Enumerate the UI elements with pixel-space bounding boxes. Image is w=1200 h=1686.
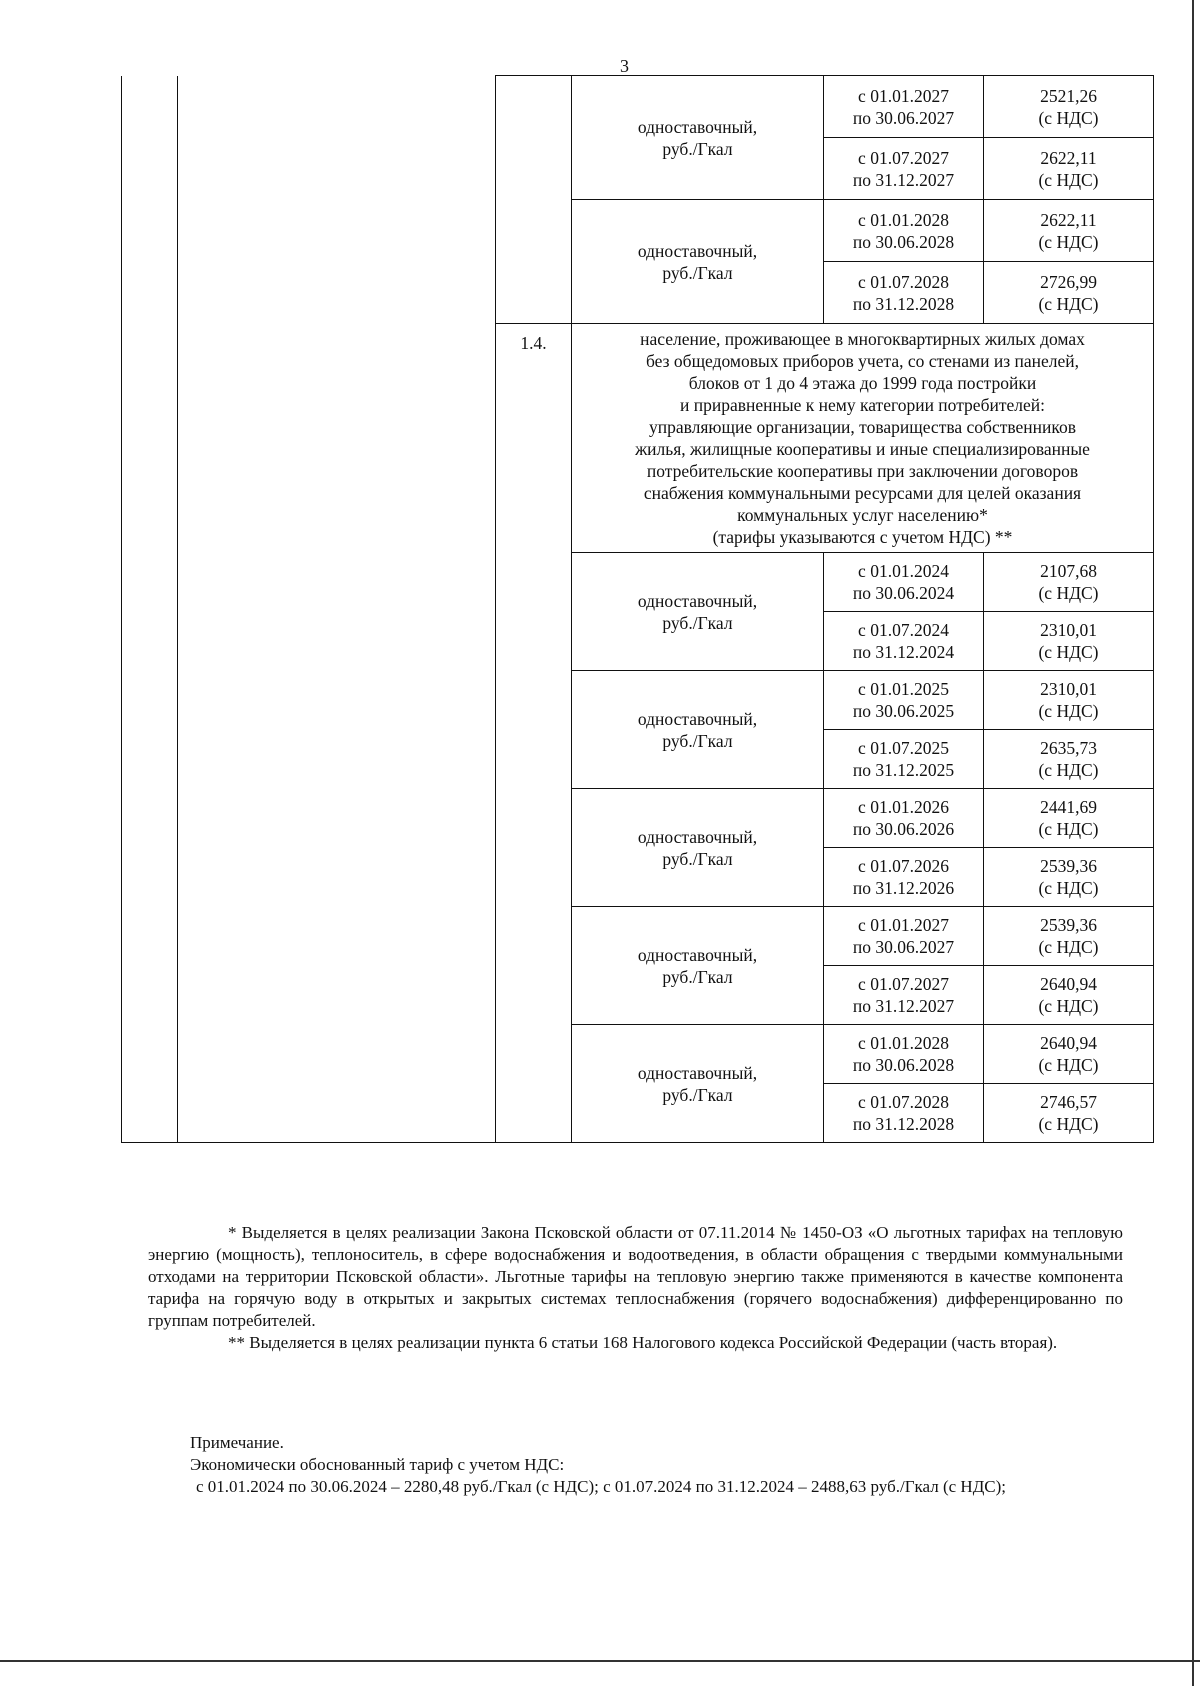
remark-title: Примечание. xyxy=(190,1433,284,1452)
cell-line: (с НДС) xyxy=(1038,819,1099,839)
tariff-value-cell xyxy=(984,730,1154,789)
cell-line: по 31.12.2027 xyxy=(852,996,955,1016)
cell-line: по 30.06.2026 xyxy=(852,819,955,839)
group-number: 1.4. xyxy=(496,324,572,1143)
tariff-kind-cell xyxy=(572,553,824,671)
cell-line: руб./Гкал xyxy=(662,612,733,633)
cell-line: 2640,94 xyxy=(1040,974,1097,994)
period-cell xyxy=(824,671,984,730)
cell-line: с 01.01.2027 xyxy=(858,85,949,106)
cell-line: одноставочный, xyxy=(637,590,758,611)
empty-col-2 xyxy=(178,76,496,1143)
cell-line: (тарифы указываются с учетом НДС) ** xyxy=(712,527,1013,547)
cell-line: блоков от 1 до 4 этажа до 1999 года постройки xyxy=(688,373,1037,393)
cell-line: (с НДС) xyxy=(1038,107,1099,128)
footnote-law: * Выделяется в целях реализации Закона Псковской области от 07.11.2014 № 1450-ОЗ «О льготных тарифах на тепловую энергию (мощность), теплоноситель, в сфере водоснабжения и водоотведения, в области обращения с твердыми коммунальными отходами на территории Псковской области». Льготные тарифы на тепловую энергию также применяются в качестве компонента тарифа на горячую воду в открытых и закрытых системах теплоснабжения (горячего водоснабжения) дифференцированно по группам потребителей. xyxy=(148,1223,1123,1330)
tariff-kind-cell xyxy=(572,200,824,324)
tariff-value-cell xyxy=(984,671,1154,730)
cell-line: управляющие организации, товарищества собственников xyxy=(648,417,1077,437)
cell-line: снабжения коммунальными ресурсами для целей оказания xyxy=(643,483,1082,503)
cell-line: (с НДС) xyxy=(1038,583,1099,603)
cell-line: 2521,26 xyxy=(1040,85,1097,106)
cell-line: 2310,01 xyxy=(1040,620,1097,640)
cell-line: потребительские кооперативы при заключении договоров xyxy=(646,461,1079,481)
cell-line: (с НДС) xyxy=(1038,937,1099,957)
period-cell xyxy=(824,730,984,789)
cell-line: по 30.06.2028 xyxy=(852,231,955,252)
cell-line: коммунальных услуг населению* xyxy=(737,505,988,525)
cell-line: 2107,68 xyxy=(1040,561,1097,581)
tariff-value-cell xyxy=(984,1084,1154,1143)
cell-line: с 01.01.2024 xyxy=(858,561,949,581)
cell-line: (с НДС) xyxy=(1038,878,1099,898)
period-cell xyxy=(824,200,984,262)
cell-line: одноставочный, xyxy=(637,116,758,137)
page-number: 3 xyxy=(620,56,629,76)
cell-line: (с НДС) xyxy=(1038,1055,1099,1075)
cell-line: (с НДС) xyxy=(1038,760,1099,780)
tariff-kind-cell xyxy=(572,76,824,200)
scan-border-bottom xyxy=(0,1660,1200,1662)
tariff-value-cell xyxy=(984,1025,1154,1084)
cell-line: 2622,11 xyxy=(1040,209,1097,230)
cell-line: одноставочный, xyxy=(637,826,758,847)
tariff-value-cell xyxy=(984,612,1154,671)
period-cell xyxy=(824,848,984,907)
cell-line: (с НДС) xyxy=(1038,231,1099,252)
tariff-value-cell xyxy=(984,138,1154,200)
tariff-kind-cell xyxy=(572,907,824,1025)
period-cell xyxy=(824,553,984,612)
cell-line: 2635,73 xyxy=(1040,738,1097,758)
period-cell xyxy=(824,789,984,848)
cell-line: с 01.07.2028 xyxy=(858,271,949,292)
tariff-value-cell xyxy=(984,76,1154,138)
tariff-kind-cell xyxy=(572,1025,824,1143)
cell-line: 2622,11 xyxy=(1040,147,1097,168)
cell-line: 2726,99 xyxy=(1040,271,1097,292)
tariff-value-cell xyxy=(984,262,1154,324)
cell-line: по 31.12.2028 xyxy=(852,1114,955,1134)
period-cell xyxy=(824,1084,984,1143)
cell-line: с 01.07.2026 xyxy=(858,856,949,876)
empty-number-cell xyxy=(496,76,572,324)
cell-line: 2539,36 xyxy=(1040,856,1097,876)
cell-line: по 30.06.2027 xyxy=(852,107,955,128)
cell-line: по 31.12.2024 xyxy=(852,642,955,662)
cell-line: с 01.01.2025 xyxy=(858,679,949,699)
tariff-value-cell xyxy=(984,553,1154,612)
cell-line: одноставочный, xyxy=(637,708,758,729)
tariff-value-cell xyxy=(984,200,1154,262)
remark-subtitle: Экономически обоснованный тариф с учетом НДС: xyxy=(190,1455,565,1474)
cell-line: с 01.07.2028 xyxy=(858,1092,949,1112)
remark-section xyxy=(148,1432,1123,1498)
cell-line: с 01.07.2027 xyxy=(858,147,949,168)
cell-line: 2539,36 xyxy=(1040,915,1097,935)
tariff-table xyxy=(121,75,1154,1143)
tariff-value-cell xyxy=(984,789,1154,848)
cell-line: с 01.07.2027 xyxy=(858,974,949,994)
cell-line: 2640,94 xyxy=(1040,1033,1097,1053)
cell-line: с 01.07.2024 xyxy=(858,620,949,640)
cell-line: жилья, жилищные кооперативы и иные специализированные xyxy=(635,439,1090,459)
cell-line: 2746,57 xyxy=(1040,1092,1097,1112)
cell-line: население, проживающее в многоквартирных жилых домах xyxy=(640,329,1085,349)
cell-line: по 31.12.2027 xyxy=(852,169,955,190)
table-row xyxy=(122,76,1154,138)
footnote-tax-code: ** Выделяется в целях реализации пункта 6 статьи 168 Налогового кодекса Российской Федерации (часть вторая). xyxy=(228,1333,1058,1352)
cell-line: (с НДС) xyxy=(1038,701,1099,721)
cell-line: по 31.12.2028 xyxy=(852,293,955,314)
empty-col-1 xyxy=(122,76,178,1143)
period-cell xyxy=(824,907,984,966)
cell-line: с 01.01.2026 xyxy=(858,797,949,817)
remark-text: с 01.01.2024 по 30.06.2024 – 2280,48 руб./Гкал (с НДС); с 01.07.2024 по 31.12.2024 – 2488,63 руб./Гкал (с НДС); xyxy=(196,1477,1007,1496)
cell-line: с 01.01.2027 xyxy=(858,915,949,935)
cell-line: без общедомовых приборов учета, со стенами из панелей, xyxy=(645,351,1080,371)
tariff-value-cell xyxy=(984,907,1154,966)
cell-line: с 01.01.2028 xyxy=(858,1033,949,1053)
cell-line: (с НДС) xyxy=(1038,169,1099,190)
cell-line: по 31.12.2026 xyxy=(852,878,955,898)
cell-line: с 01.07.2025 xyxy=(858,738,949,758)
tariff-kind-cell xyxy=(572,789,824,907)
tariff-value-cell xyxy=(984,966,1154,1025)
cell-line: одноставочный, xyxy=(637,1062,758,1083)
cell-line: (с НДС) xyxy=(1038,996,1099,1016)
cell-line: с 01.01.2028 xyxy=(858,209,949,230)
footnotes xyxy=(148,1222,1123,1354)
cell-line: по 30.06.2025 xyxy=(852,701,955,721)
group-description xyxy=(572,324,1154,553)
cell-line: руб./Гкал xyxy=(662,262,733,283)
cell-line: 2441,69 xyxy=(1040,797,1097,817)
cell-line: руб./Гкал xyxy=(662,848,733,869)
scan-border-right xyxy=(1192,0,1194,1686)
period-cell xyxy=(824,76,984,138)
tariff-value-cell xyxy=(984,848,1154,907)
period-cell xyxy=(824,612,984,671)
cell-line: по 30.06.2028 xyxy=(852,1055,955,1075)
tariff-kind-cell xyxy=(572,671,824,789)
cell-line: по 31.12.2025 xyxy=(852,760,955,780)
cell-line: по 30.06.2027 xyxy=(852,937,955,957)
cell-line: (с НДС) xyxy=(1038,293,1099,314)
period-cell xyxy=(824,966,984,1025)
cell-line: руб./Гкал xyxy=(662,966,733,987)
cell-line: (с НДС) xyxy=(1038,642,1099,662)
cell-line: по 30.06.2024 xyxy=(852,583,955,603)
cell-line: (с НДС) xyxy=(1038,1114,1099,1134)
period-cell xyxy=(824,138,984,200)
period-cell xyxy=(824,1025,984,1084)
period-cell xyxy=(824,262,984,324)
cell-line: руб./Гкал xyxy=(662,730,733,751)
cell-line: руб./Гкал xyxy=(662,138,733,159)
cell-line: одноставочный, xyxy=(637,240,758,261)
cell-line: 2310,01 xyxy=(1040,679,1097,699)
cell-line: руб./Гкал xyxy=(662,1084,733,1105)
cell-line: одноставочный, xyxy=(637,944,758,965)
cell-line: и приравненные к нему категории потребителей: xyxy=(680,395,1045,415)
